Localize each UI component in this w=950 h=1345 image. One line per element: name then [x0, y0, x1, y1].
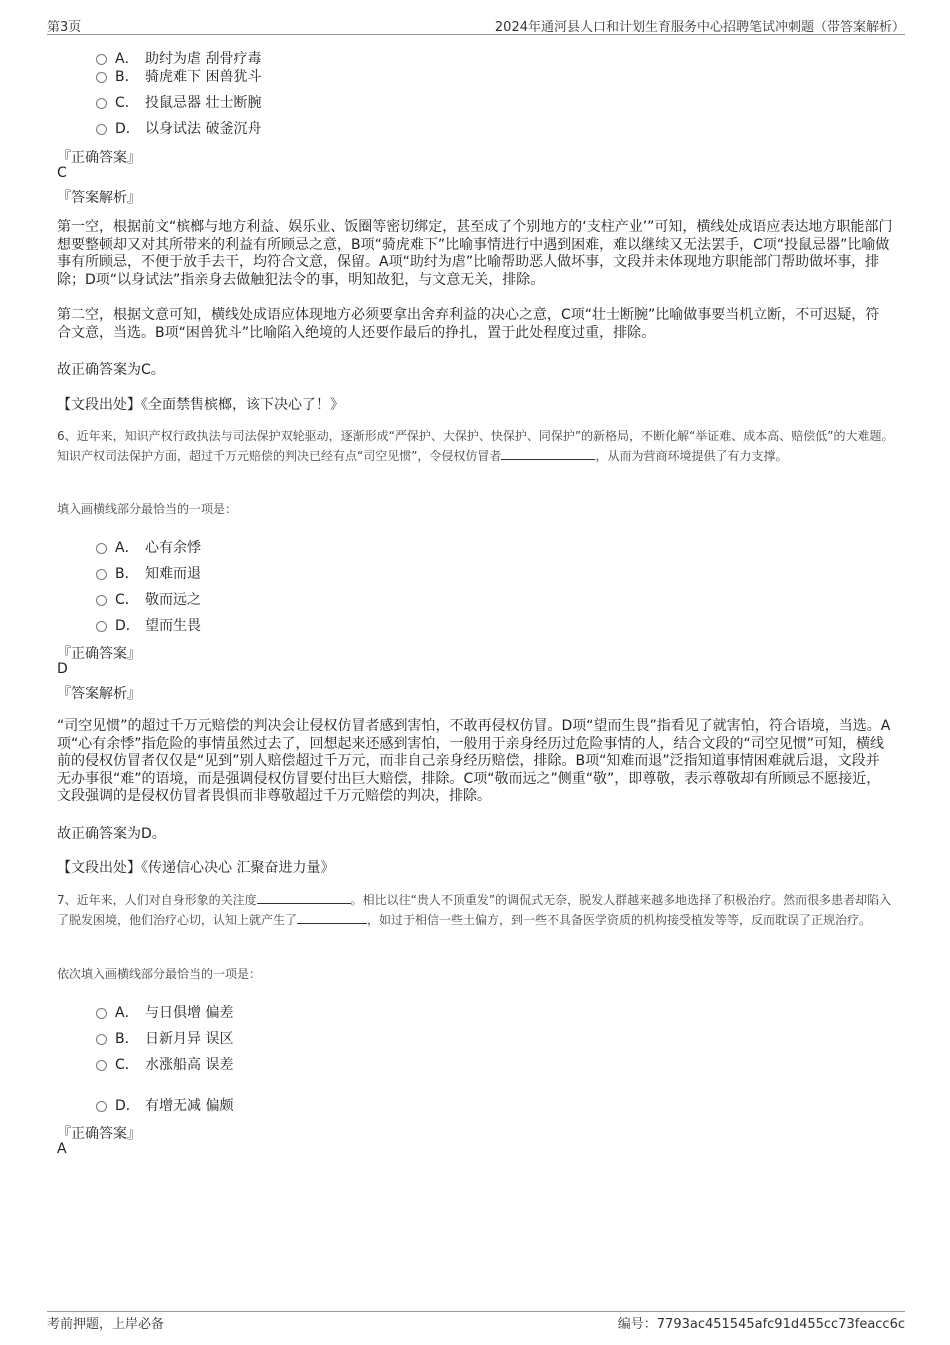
page-header: [47, 14, 905, 34]
page-number: 第3页: [47, 20, 82, 35]
blank-line: [297, 911, 367, 924]
q6-answer-label: 『正确答案』: [57, 646, 141, 662]
radio-icon[interactable]: [96, 569, 107, 580]
radio-icon[interactable]: [96, 595, 107, 606]
radio-icon[interactable]: [96, 621, 107, 632]
q6-analysis-paragraph: “司空见惯”的超过千万元赔偿的判决会让侵权仿冒者感到害怕，不敢再侵权仿冒。D项“望而生畏”指看见了就害怕，符合语境，当选。A项“心有余悸”指危险的事情虽然过去了，回想起来还感到害怕，一般用于亲身经历过危险事情的人，结合文段的“司空见惯”可知，横线前的侵权仿冒者仅仅是“见到”别人赔偿超过千万元，而非自己亲身经历赔偿，排除。B项“知难而退”泛指知道事情困难就后退，文段并无办事很“难”的语境，而是强调侵权仿冒要付出巨大赔偿，排除。C项“敬而远之”侧重“敬”，即尊敬，表示尊敬却有所顾忌不愿接近，文段强调的是侵权仿冒者畏惧而非尊敬超过千万元赔偿的判决，排除。: [57, 718, 891, 804]
footer-divider: [47, 1311, 905, 1312]
radio-icon[interactable]: [96, 98, 107, 109]
q6-conclusion: 故正确答案为D。: [57, 826, 166, 842]
radio-icon[interactable]: [96, 1034, 107, 1045]
blank-line: [501, 447, 595, 460]
q6-answer: D: [57, 661, 68, 677]
q7-stem: 7、近年来，人们对自身形象的关注度 。相比以往“贵人不顶重发”的调侃式无奈，脱发人群越来越多地选择了积极治疗。然而很多患者却陷入了脱发困境，他们治疗心切，认知上就产生了 ，如过于相信一些土偏方，到一些不具备医学资质的机构接受植发等等，反而耽误了正规治疗。: [57, 893, 892, 927]
q7-answer: A: [57, 1141, 67, 1157]
q6-analysis-label: 『答案解析』: [57, 686, 141, 702]
q5-analysis-label: 『答案解析』: [57, 190, 141, 206]
q7-instruction: 依次填入画横线部分最恰当的一项是：: [57, 967, 262, 981]
q5-source: 【文段出处】《全面禁售槟榔，该下决心了！》: [57, 397, 344, 413]
radio-icon[interactable]: [96, 1060, 107, 1071]
q7-answer-label: 『正确答案』: [57, 1126, 141, 1142]
q5-analysis-paragraph-2: 第二空，根据文意可知，横线处成语应体现地方必须要拿出舍弃利益的决心之意，C项“壮士断腕”比喻做事要当机立断，不可迟疑，符合文意，当选。B项“困兽犹斗”比喻陷入绝境的人还要作最后的挣扎，置于此处程度过重，排除。: [57, 307, 880, 341]
radio-icon[interactable]: [96, 543, 107, 554]
footer-slogan: 考前押题，上岸必备: [47, 1317, 165, 1332]
q6-instruction: 填入画横线部分最恰当的一项是：: [57, 502, 238, 516]
q6-source: 【文段出处】《传递信心决心 汇聚奋进力量》: [57, 860, 335, 876]
header-divider: [47, 34, 905, 35]
document-id: 编号：7793ac451545afc91d455cc73feacc6c: [617, 1317, 905, 1332]
q5-analysis-paragraph-1: 第一空，根据前文“槟榔与地方利益、娱乐业、饭圈等密切绑定，甚至成了个别地方的‘支柱产业’”可知，横线处成语应表达地方职能部门想要整顿却又对其所带来的利益有所顾忌之意，B项“骑虎难下”比喻事情进行中遇到困难，难以继续又无法罢手，C项“投鼠忌器”比喻做事有所顾忌，不便于放手去干，均符合文意，保留。A项“助纣为虐”比喻帮助恶人做坏事，文段并未体现地方职能部门帮助做坏事，排除；D项“以身试法”指亲身去做触犯法令的事，明知故犯，与文意无关，排除。: [57, 219, 893, 288]
radio-icon[interactable]: [96, 1101, 107, 1112]
radio-icon[interactable]: [96, 124, 107, 135]
q5-answer: C: [57, 165, 67, 181]
radio-icon[interactable]: [96, 1008, 107, 1019]
blank-line: [257, 891, 351, 904]
document-title: 2024年通河县人口和计划生育服务中心招聘笔试冲刺题（带答案解析）: [494, 20, 905, 35]
radio-icon[interactable]: [96, 54, 107, 65]
radio-icon[interactable]: [96, 72, 107, 83]
q5-answer-label: 『正确答案』: [57, 150, 141, 166]
q5-conclusion: 故正确答案为C。: [57, 362, 165, 378]
q6-stem: 6、近年来，知识产权行政执法与司法保护双轮驱动，逐渐形成“严保护、大保护、快保护、同保护”的新格局，不断化解“举证难、成本高、赔偿低”的大难题。知识产权司法保护方面，超过千万元赔偿的判决已经有点“司空见惯”，令侵权仿冒者 ，从而为营商环境提供了有力支撑。: [57, 429, 894, 463]
